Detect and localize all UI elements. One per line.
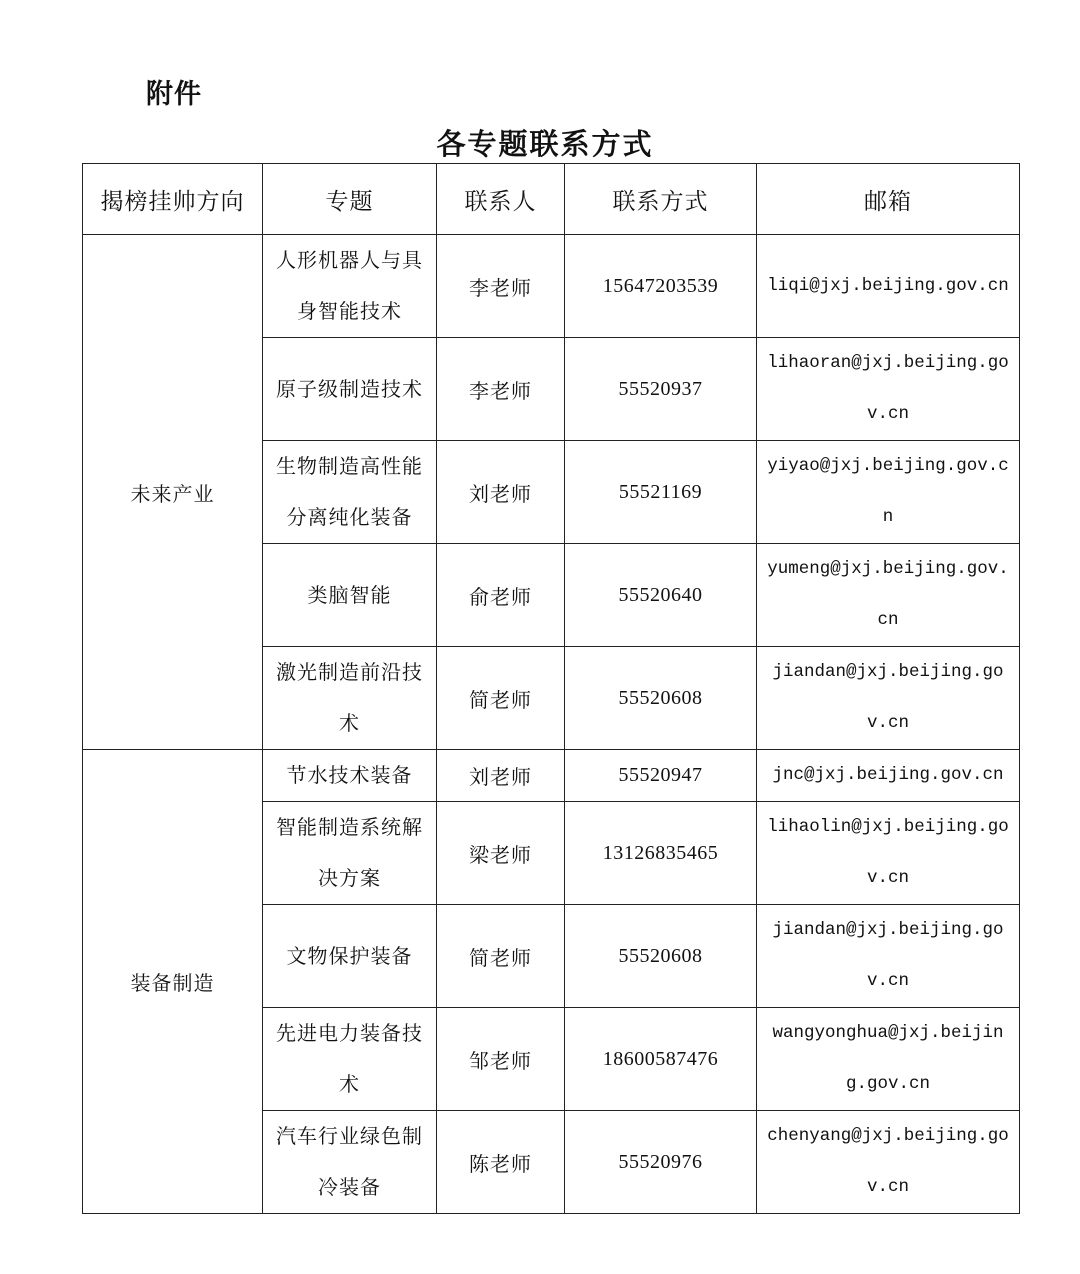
table-row — [83, 235, 1020, 338]
phone-cell: 55520937 — [565, 338, 757, 441]
header-contact-person: 联系人 — [437, 164, 565, 235]
email-cell: jiandan@jxj.beijing.gov.cn — [757, 647, 1020, 750]
topic-cell: 先进电力装备技术 — [263, 1008, 437, 1111]
contact-person-cell: 李老师 — [437, 338, 565, 441]
topic-cell: 文物保护装备 — [263, 905, 437, 1008]
phone-cell: 55521169 — [565, 441, 757, 544]
email-cell: liqi@jxj.beijing.gov.cn — [757, 235, 1020, 338]
page-title: 各专题联系方式 — [436, 127, 654, 161]
email-cell: yiyao@jxj.beijing.gov.cn — [757, 441, 1020, 544]
contact-person-cell: 刘老师 — [437, 750, 565, 802]
contact-person-cell: 陈老师 — [437, 1111, 565, 1214]
direction-cell: 装备制造 — [83, 750, 263, 1214]
topic-cell: 节水技术装备 — [263, 750, 437, 802]
contact-person-cell: 邹老师 — [437, 1008, 565, 1111]
topic-cell: 类脑智能 — [263, 544, 437, 647]
contact-person-cell: 简老师 — [437, 905, 565, 1008]
topic-cell: 原子级制造技术 — [263, 338, 437, 441]
topic-cell: 汽车行业绿色制冷装备 — [263, 1111, 437, 1214]
phone-cell: 18600587476 — [565, 1008, 757, 1111]
topic-cell: 激光制造前沿技术 — [263, 647, 437, 750]
phone-cell: 13126835465 — [565, 802, 757, 905]
email-cell: wangyonghua@jxj.beijing.gov.cn — [757, 1008, 1020, 1111]
topic-cell: 人形机器人与具身智能技术 — [263, 235, 437, 338]
table-row — [83, 750, 1020, 802]
contact-person-cell: 俞老师 — [437, 544, 565, 647]
contacts-table — [82, 163, 1020, 1214]
email-cell: lihaolin@jxj.beijing.gov.cn — [757, 802, 1020, 905]
header-topic: 专题 — [263, 164, 437, 235]
email-cell: chenyang@jxj.beijing.gov.cn — [757, 1111, 1020, 1214]
phone-cell: 55520976 — [565, 1111, 757, 1214]
attachment-label: 附件 — [146, 79, 202, 110]
phone-cell: 55520640 — [565, 544, 757, 647]
topic-cell: 智能制造系统解决方案 — [263, 802, 437, 905]
phone-cell: 55520608 — [565, 905, 757, 1008]
header-direction: 揭榜挂帅方向 — [83, 164, 263, 235]
phone-cell: 15647203539 — [565, 235, 757, 338]
email-cell: lihaoran@jxj.beijing.gov.cn — [757, 338, 1020, 441]
email-cell: yumeng@jxj.beijing.gov.cn — [757, 544, 1020, 647]
contact-person-cell: 简老师 — [437, 647, 565, 750]
topic-cell: 生物制造高性能分离纯化装备 — [263, 441, 437, 544]
contact-person-cell: 梁老师 — [437, 802, 565, 905]
table-header-row — [83, 164, 1020, 235]
header-phone: 联系方式 — [565, 164, 757, 235]
email-cell: jnc@jxj.beijing.gov.cn — [757, 750, 1020, 802]
direction-cell: 未来产业 — [83, 235, 263, 750]
phone-cell: 55520947 — [565, 750, 757, 802]
phone-cell: 55520608 — [565, 647, 757, 750]
contact-person-cell: 李老师 — [437, 235, 565, 338]
contact-person-cell: 刘老师 — [437, 441, 565, 544]
header-email: 邮箱 — [757, 164, 1020, 235]
email-cell: jiandan@jxj.beijing.gov.cn — [757, 905, 1020, 1008]
